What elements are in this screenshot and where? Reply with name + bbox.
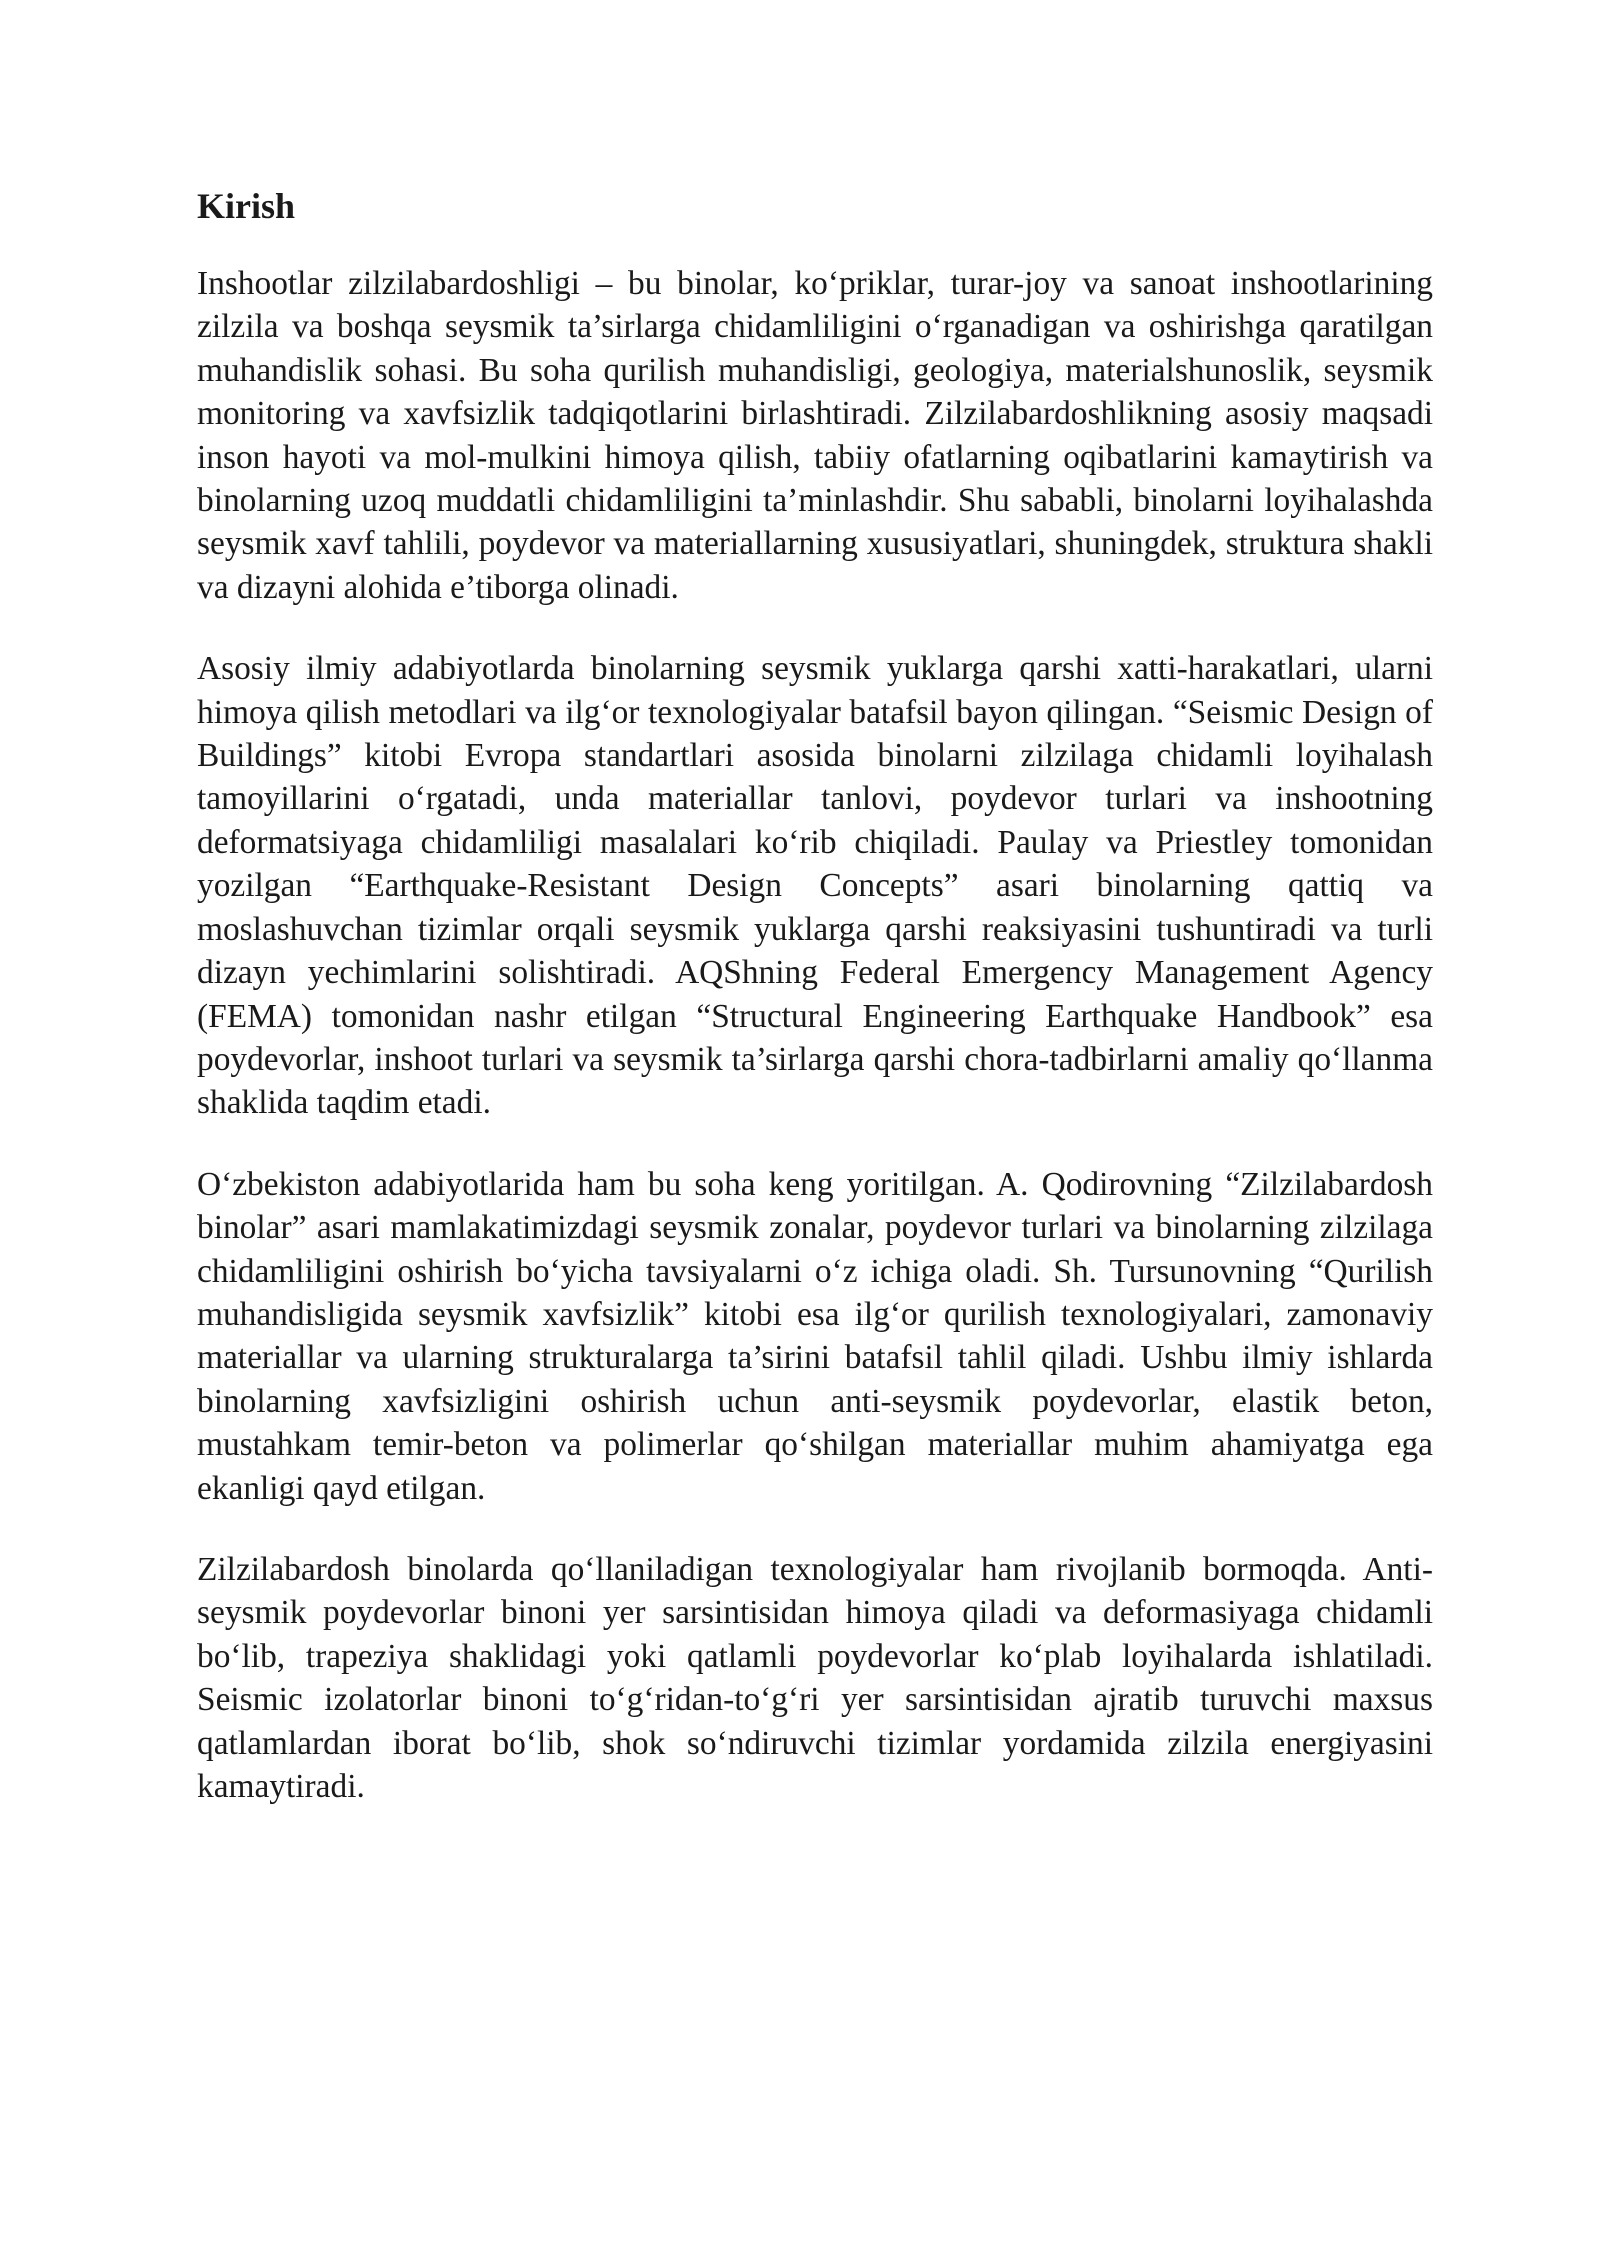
paragraph-uzbek-literature: O‘zbekiston adabiyotlarida ham bu soha keng yoritilgan. A. Qodirovning “Zilzilabardosh binolar” asari mamlakatimizdagi seysmik zonalar, poydevor turlari va binolarning zilzilaga chidamliligini oshirish bo‘yicha tavsiyalarni o‘z ichiga oladi. Sh. Tursunovning “Qurilish muhandisligida seysmik xavfsizlik” kitobi esa ilg‘or qurilish texnologiyalari, zamonaviy materiallar va ularning strukturalarga ta’sirini batafsil tahlil qiladi. Ushbu ilmiy ishlarda binolarning xavfsizligini oshirish uchun anti-seysmik poydevorlar, elastik beton, mustahkam temir-beton va polimerlar qo‘shilgan materiallar muhim ahamiyatga ega ekanligi qayd etilgan.	[197, 1165, 1433, 1507]
paragraph-scientific-literature: Asosiy ilmiy adabiyotlarda binolarning seysmik yuklarga qarshi xatti-harakatlari, ularni himoya qilish metodlari va ilg‘or texnologiyalar batafsil bayon qilingan. “Seismic Design of Buildings” kitobi Evropa standartlari asosida binolarni zilzilaga chidamli loyihalash tamoyillarini o‘rgatadi, unda materiallar tanlovi, poydevor turlari va inshootning deformatsiyaga chidamliligi masalalari ko‘rib chiqiladi. Paulay va Priestley tomonidan yozilgan “Earthquake-Resistant Design Concepts” asari binolarning qattiq va moslashuvchan tizimlar orqali seysmik yuklarga qarshi reaksiyasini tushuntiradi va turli dizayn yechimlarini solishtiradi. AQShning Federal Emergency Management Agency (FEMA) tomonidan nashr etilgan “Structural Engineering Earthquake Handbook” esa poydevorlar, inshoot turlari va seysmik ta’sirlarga qarshi chora-tadbirlarni amaliy qo‘llanma shaklida taqdim etadi.	[197, 650, 1433, 1122]
document-page	[197, 185, 1433, 1846]
paragraph-technologies: Zilzilabardosh binolarda qo‘llaniladigan texnologiyalar ham rivojlanib bormoqda. Anti-seysmik poydevorlar binoni yer sarsintisidan himoya qiladi va deformasiyaga chidamli bo‘lib, trapeziya shaklidagi yoki qatlamli poydevorlar ko‘plab loyihalarda ishlatiladi. Seismic izolatorlar binoni to‘g‘ridan-to‘g‘ri yer sarsintisidan ajratib turuvchi maxsus qatlamlardan iborat bo‘lib, shok so‘ndiruvchi tizimlar yordamida zilzila energiyasini kamaytiradi.	[197, 1550, 1433, 1805]
section-heading: Kirish	[197, 186, 296, 226]
paragraph-introduction: Inshootlar zilzilabardoshligi – bu binolar, ko‘priklar, turar-joy va sanoat inshootlarining zilzila va boshqa seysmik ta’sirlarga chidamliligini o‘rganadigan va oshirishga qaratilgan muhandislik sohasi. Bu soha qurilish muhandisligi, geologiya, materialshunoslik, seysmik monitoring va xavfsizlik tadqiqotlarini birlashtiradi. Zilzilabardoshlikning asosiy maqsadi inson hayoti va mol-mulkini himoya qilish, tabiiy ofatlarning oqibatlarini kamaytirish va binolarning uzoq muddatli chidamliligini ta’minlashdir. Shu sababli, binolarni loyihalashda seysmik xavf tahlili, poydevor va materiallarning xususiyatlari, shuningdek, struktura shakli va dizayni alohida e’tiborga olinadi.	[197, 265, 1433, 606]
